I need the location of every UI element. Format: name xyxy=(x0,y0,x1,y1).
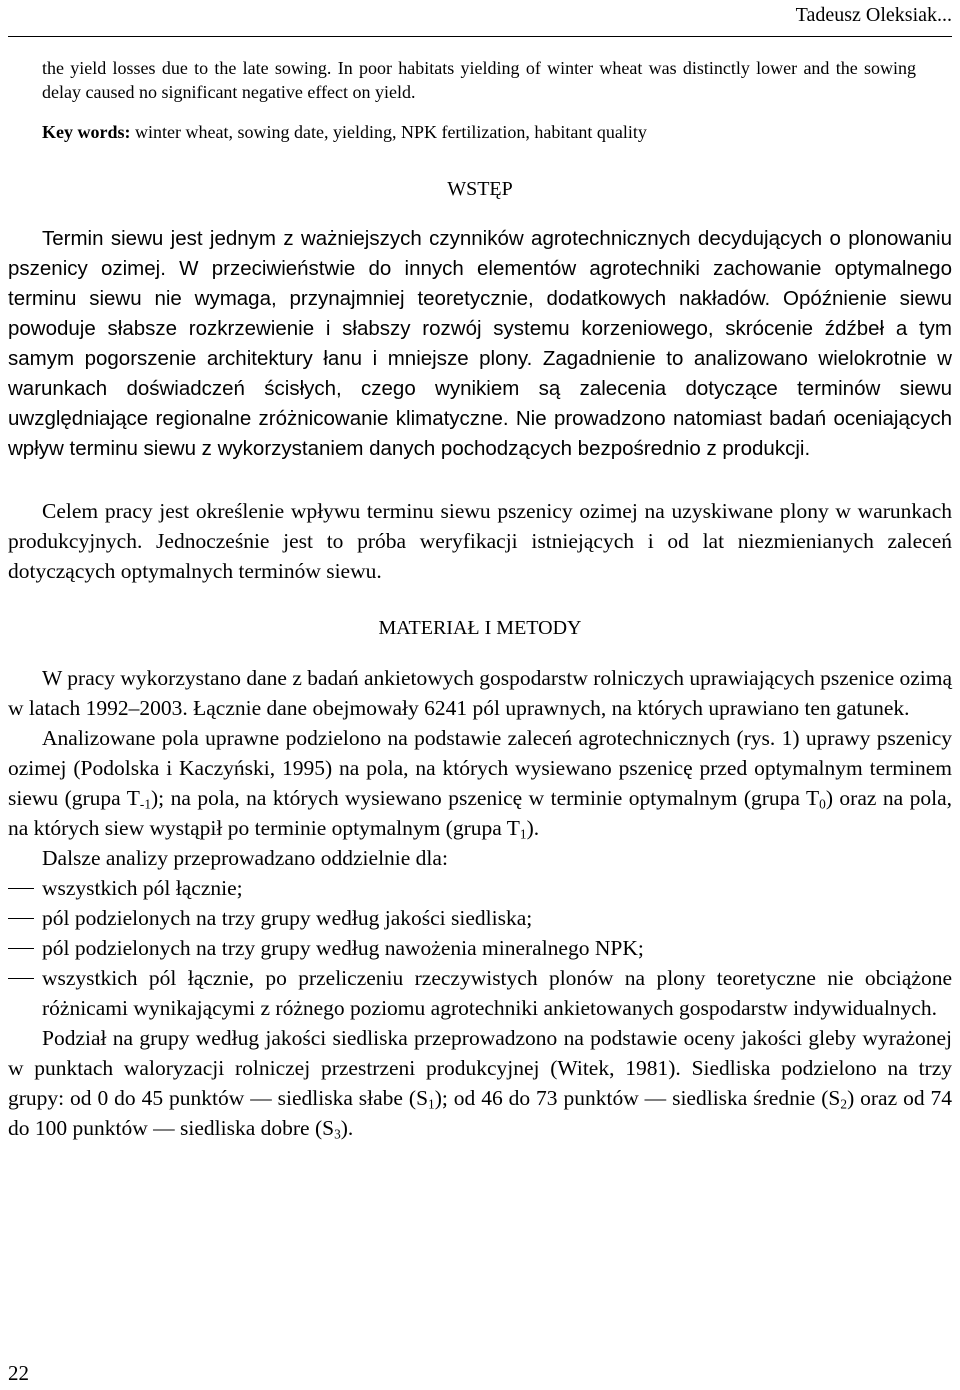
abstract-text: the yield losses due to the late sowing. In poor habitats yielding of winter wheat was distinctly lower and the sowing delay caused no significant negative effect on yield. xyxy=(42,58,916,102)
list-item: wszystkich pól łącznie; xyxy=(8,873,952,903)
methods-section xyxy=(8,663,952,1143)
methods-paragraph-1: W pracy wykorzystano dane z badań ankietowych gospodarstw rolniczych uprawiających pszenice ozimą w latach 1992–2003. Łącznie dane obejmowały 6241 pól uprawnych, na których uprawiano ten gatunek. xyxy=(8,666,953,720)
dash-marker xyxy=(8,948,34,949)
intro-section xyxy=(8,224,952,464)
keywords-text: winter wheat, sowing date, yielding, NPK fertilization, habitant quality xyxy=(130,122,647,142)
methods-paragraph-4: Podział na grupy według jakości siedliska przeprowadzono na podstawie oceny jakości gleby wyrażonej w punktach waloryzacji rolniczej przestrzeni produkcyjnej (Witek, 1981). Siedliska podzielono na trzy grupy: od 0 do 45 punktów — siedliska słabe $(S_1)$; od 46 do 73 punktów — siedliska średnie $(S_2)$ oraz od 74 do 100 punktów — siedliska dobre $(S_3)$. xyxy=(8,1026,953,1142)
intro-aim xyxy=(8,496,952,586)
methods-paragraph-2: Analizowane pola uprawne podzielono na podstawie zaleceń agrotechnicznych (rys. 1) uprawy pszenicy ozimej (Podolska i Kaczyński, 1995) na pola, na których wysiewano pszenicę przed optymalnym terminem siewu (grupa $T_{-1}$); na pola, na których wysiewano pszenicę w terminie optymalnym (grupa $T_0$) oraz na pola, na których siew wystąpił po terminie optymalnym (grupa $T_1$). xyxy=(8,726,952,842)
intro-paragraph: Termin siewu jest jednym z ważniejszych czynników agrotechnicznych decydujących o plonowaniu pszenicy ozimej. W przeciwieństwie do innych elementów agrotechniki zachowanie optymalnego terminu siewu nie wymaga, przynajmniej teoretycznie, dodatkowych nakładów. Opóźnienie siewu powoduje słabsze rozkrzewienie i słabszy rozwój systemu korzeniowego, skrócenie źdźbeł a tym samym pogorszenie architektury łanu i mniejsze plony. Zagadnienie to analizowano wielokrotnie w warunkach doświadczeń ścisłych, czego wynikiem są zalecenia dotyczące terminów siewu uwzględniające regionalne zróżnicowanie klimatyczne. Nie prowadzono natomiast badań oceniających wpływ terminu siewu z wykorzystaniem danych pochodzących bezpośrednio z produkcji. xyxy=(8,227,952,460)
keywords xyxy=(42,120,916,144)
running-head: Tadeusz Oleksiak... xyxy=(795,4,952,26)
abstract-continuation xyxy=(42,56,916,104)
methods-paragraph-3: Dalsze analizy przeprowadzano oddzielnie dla: xyxy=(42,846,448,870)
dash-marker xyxy=(8,888,34,889)
list-item: pól podzielonych na trzy grupy według jakości siedliska; xyxy=(8,903,952,933)
dash-marker xyxy=(8,978,34,979)
keywords-label: Key words: xyxy=(42,122,131,142)
list-item: pól podzielonych na trzy grupy według nawożenia mineralnego NPK; xyxy=(8,933,952,963)
list-item: wszystkich pól łącznie, po przeliczeniu rzeczywistych plonów na plony teoretyczne nie obciążone różnicami wynikającymi z różnego poziomu agrotechniki ankietowanych gospodarstw indywidualnych. xyxy=(8,963,952,1023)
header-rule xyxy=(8,36,952,37)
dash-marker xyxy=(8,918,34,919)
aim-paragraph: Celem pracy jest określenie wpływu terminu siewu pszenicy ozimej na uzyskiwane plony w warunkach produkcyjnych. Jednocześnie jest to próba weryfikacji istniejących i od lat niezmienianych zaleceń dotyczących optymalnych terminów siewu. xyxy=(8,499,952,583)
methods-heading: MATERIAŁ I METODY xyxy=(378,617,582,639)
intro-heading: WSTĘP xyxy=(447,178,513,200)
page-number: 22 xyxy=(8,1361,29,1385)
